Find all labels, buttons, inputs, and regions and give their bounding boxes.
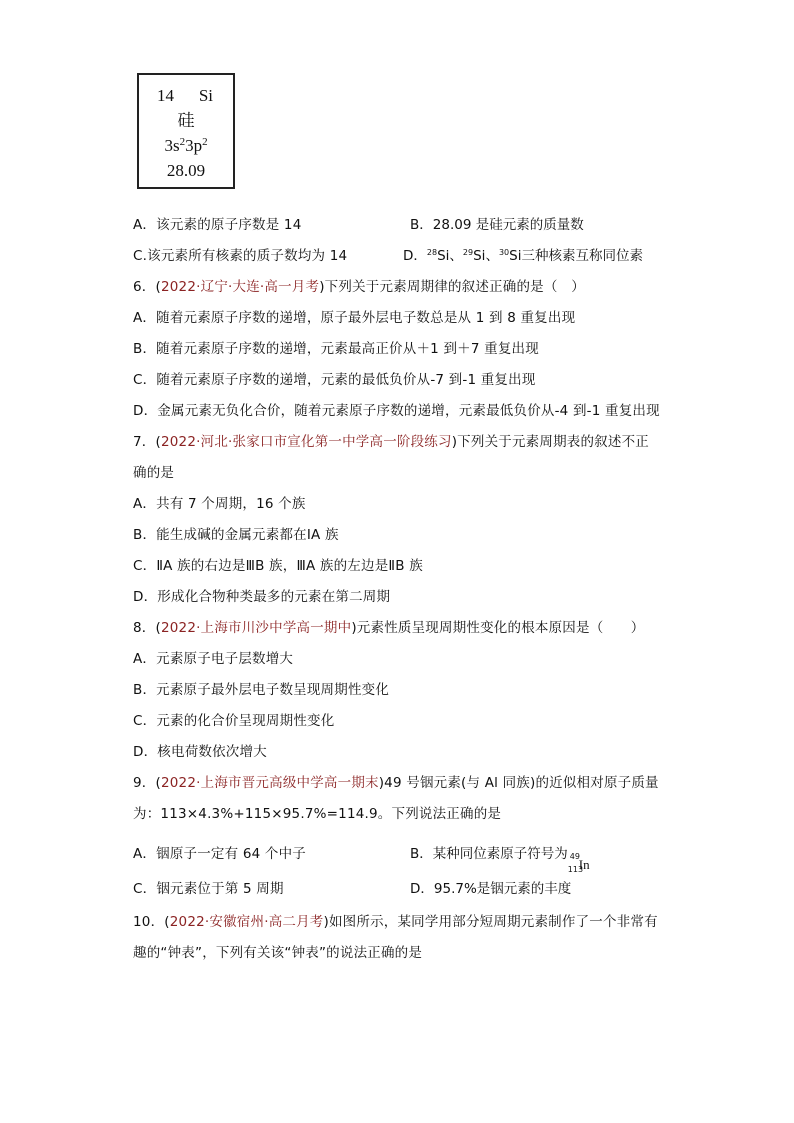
q6-option-c: C．随着元素原子序数的递增，元素的最低负价从-7 到-1 重复出现 [133,372,536,388]
q9-source: 2022·上海市晋元高级中学高一期末 [160,775,379,791]
q10-stem-continued: 趣的“钟表”，下列有关该“钟表”的说法正确的是 [133,945,423,961]
q9-stem: 9．(2022·上海市晋元高级中学高一期末)49 号铟元素(与 Al 同族)的近似相对原子质量 [133,775,659,791]
element-name: 硅 [177,111,195,130]
q6-option-a: A．随着元素原子序数的递增，原子最外层电子数总是从 1 到 8 重复出现 [133,310,576,326]
q6-stem: 6．(2022·辽宁·大连·高一月考)下列关于元素周期律的叙述正确的是（ ） [133,279,585,295]
q9-option-c: C．铟元素位于第 5 周期 [133,881,284,897]
q5-option-b: B．28.09 是硅元素的质量数 [410,217,584,233]
q8-option-c: C．元素的化合价呈现周期性变化 [133,713,335,729]
q7-option-b: B．能生成碱的金属元素都在ⅠA 族 [133,527,339,543]
atomic-mass: 28.09 [166,161,206,180]
q7-option-d: D．形成化合物种类最多的元素在第二周期 [133,589,391,605]
q7-stem-continued: 确的是 [133,465,175,481]
electron-config: $3s^23p^2$ [164,136,208,155]
q9-option-d: D．95.7%是铟元素的丰度 [410,881,572,897]
q10-stem: 10．(2022·安徽宿州·高二月考)如图所示，某同学用部分短周期元素制作了一个非常有 [133,914,658,930]
q7-stem: 7．(2022·河北·张家口市宣化第一中学高一阶段练习)下列关于元素周期表的叙述不正 [133,434,649,450]
element-symbol: Si [198,86,213,105]
q8-option-d: D．核电荷数依次增大 [133,744,267,760]
q9-option-b: B．某种同位素原子符号为 49 113 In [410,846,590,874]
q10-source: 2022·安徽宿州·高二月考 [169,914,324,930]
q9-stem-continued: 为：113×4.3%+115×95.7%=114.9。下列说法正确的是 [133,806,502,822]
q8-stem: 8．(2022·上海市川沙中学高一期中)元素性质呈现周期性变化的根本原因是（ ） [133,620,645,636]
q8-option-b: B．元素原子最外层电子数呈现周期性变化 [133,682,390,698]
silicon-element-card [137,73,235,189]
q6-option-b: B．随着元素原子序数的递增，元素最高正价从＋1 到＋7 重复出现 [133,341,539,357]
q6-source: 2022·辽宁·大连·高一月考 [160,279,320,295]
q5-option-d: D．$^{28}$Si、$^{29}$Si、$^{30}$Si三种核素互称同位素 [403,248,643,264]
q7-option-c: C．ⅡA 族的右边是ⅢB 族，ⅢA 族的左边是ⅡB 族 [133,558,423,574]
q7-source: 2022·河北·张家口市宣化第一中学高一阶段练习 [160,434,452,450]
q5-option-c: C.该元素所有核素的质子数均为 14 [133,248,348,264]
q6-option-d: D．金属元素无负化合价，随着元素原子序数的递增，元素最低负价从-4 到-1 重复出现 [133,403,660,419]
q7-option-a: A．共有 7 个周期，16 个族 [133,496,306,512]
q9-option-a: A．铟原子一定有 64 个中子 [133,846,306,862]
atomic-number: 14 [157,86,174,105]
q8-option-a: A．元素原子电子层数增大 [133,651,294,667]
q8-source: 2022·上海市川沙中学高一期中 [160,620,352,636]
q5-option-a: A．该元素的原子序数是 14 [133,217,302,233]
